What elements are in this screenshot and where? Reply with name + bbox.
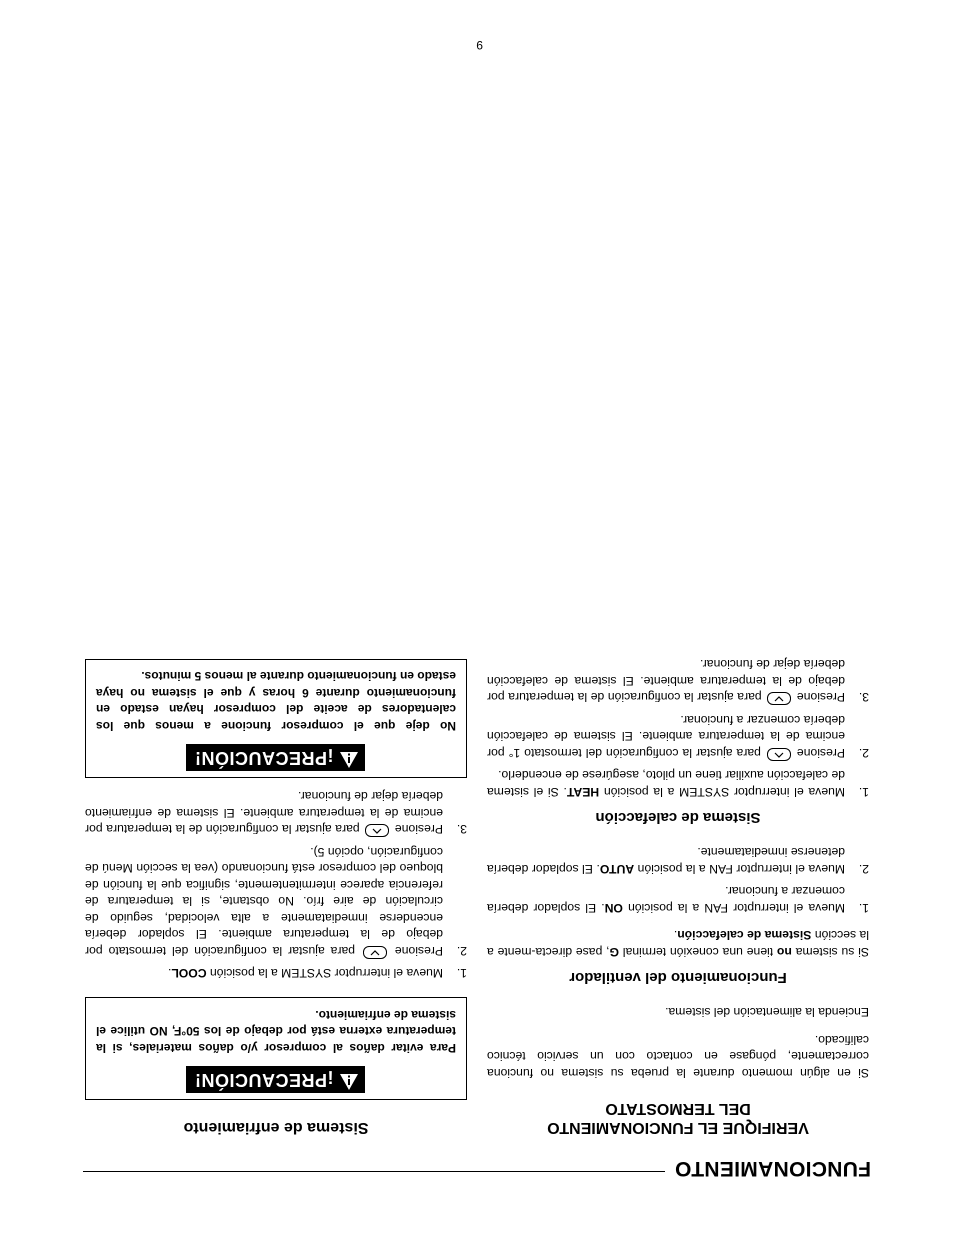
down-arrow-button-icon xyxy=(767,693,791,706)
page-number: 9 xyxy=(476,38,483,52)
list-item: 2. Presione para ajustar la configuración del termostato por debajo de la temperatura ambiente. El soplador debería encenderse inmediatamente a alta velocidad, seguido de circulación de aire frío. No obstante, si la temperatura de referencia aparece intermitentemente, significa que la función de bloqueo del compresor está funcionando (vea la sección Menú de configuración, opción 5). xyxy=(85,845,467,958)
list-item: 2. Presione para ajustar la configuración del termostato 1° por encima de la temperatura ambiente. El sistema de calefacción debería comenzar a funcionar. xyxy=(487,713,869,760)
page-title: FUNCIONAMIENTO xyxy=(674,1157,871,1180)
thermostat-check-title xyxy=(487,1099,869,1137)
heat-heading: Sistema de calefacción xyxy=(595,809,761,826)
title-line-2: DEL TERMOSTATO xyxy=(605,1100,751,1117)
down-arrow-button-icon xyxy=(363,946,387,959)
list-item: 1. Mueva el interruptor SYSTEM a la posición HEAT. Si el sistema de calefacción auxiliar tiene un piloto, asegúrese de encenderlo. xyxy=(487,768,869,799)
fan-heading: Funcionamiento del ventilador xyxy=(569,969,787,986)
heat-steps xyxy=(487,656,869,800)
caution-text: No deje que el compresor funcione a menos que los calentadores de aceite del compresor hayan estado en funcionamiento durante 6 horas y que el sistema no haya estado en funcionamiento durante al menos 5 minutos. xyxy=(96,669,456,733)
title-line-1: VERIFIQUE EL FUNCIONAMIENTO xyxy=(547,1119,809,1136)
caution-banner: ¡PRECAUCIÓN! xyxy=(187,744,366,771)
warning-triangle-icon xyxy=(340,746,360,769)
cooling-column xyxy=(85,643,467,1137)
power-paragraph: Encienda la alimentación del sistema. xyxy=(665,1005,869,1020)
intro-paragraph: Si en algún momento durante la prueba su sistema no funciona correctamente, póngase en contacto con un servicio técnico calificado. xyxy=(487,1033,869,1080)
caution-banner: ¡PRECAUCIÓN! xyxy=(187,1066,366,1093)
up-arrow-button-icon xyxy=(365,825,389,838)
warning-triangle-icon xyxy=(340,1068,360,1091)
list-item: 1. Mueva el interruptor SYSTEM a la posición COOL. xyxy=(167,966,467,981)
list-item: 2. Mueva el interruptor FAN a la posición AUTO. El soplador debería detenerse inmediatamente. xyxy=(486,845,869,876)
up-arrow-button-icon xyxy=(767,748,791,761)
caution-box-1 xyxy=(85,998,467,1101)
fan-intro: Si su sistema no tiene una conexión terminal G, pase directa-mente a la sección Sistema de calefacción. xyxy=(486,928,869,959)
list-item: 3. Presione para ajustar la configuración de la temperatura por encima de la temperatura ambiente. El sistema de enfriamiento debería dejar de funcionar. xyxy=(85,789,467,837)
thermostat-check-column xyxy=(487,648,869,1137)
cooling-steps xyxy=(85,788,467,982)
list-item: 3. Presione para ajustar la configuración de la temperatura por debajo de la temperatura ambiente. El sistema de calefacción debería dejar de funcionar. xyxy=(487,657,869,705)
caution-box-2 xyxy=(85,659,467,778)
title-divider xyxy=(83,1171,665,1172)
list-item: 1. Mueva el interruptor FAN a la posición ON. El soplador debería comenzar a funcionar. xyxy=(486,884,869,915)
caution-text: Para evitar daños al compresor y/o daños materiales, si la temperatura externa está por debajo de los 50°F, NO utilice el sistema de enfriamiento. xyxy=(96,1008,456,1055)
fan-steps xyxy=(487,844,869,916)
cooling-title: Sistema de enfriamiento xyxy=(183,1119,369,1136)
